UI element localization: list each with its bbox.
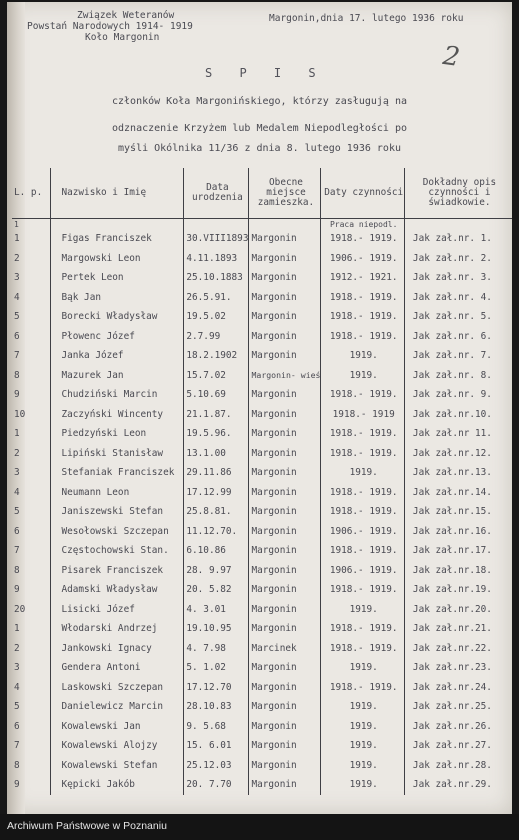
table-row <box>12 424 512 444</box>
document-page <box>7 2 512 814</box>
col-header-lp: L. p. <box>14 187 43 198</box>
member-name: Kowalewski Stefan <box>51 756 184 776</box>
archive-footer <box>0 814 519 840</box>
row-number: 5 <box>14 506 20 518</box>
table-row <box>12 405 512 425</box>
row-number: 4 <box>14 486 20 498</box>
birth-date: 9. 5.68 <box>184 717 249 737</box>
birth-date: 17.12.70 <box>184 678 249 698</box>
table-row <box>12 600 512 620</box>
activity-dates: 1918.- 1919. <box>321 483 404 503</box>
member-name: Gendera Antoni <box>51 658 184 678</box>
birth-date: 11.12.70. <box>184 522 249 542</box>
row-number: 1 <box>14 428 20 440</box>
member-name: Janiszewski Stefan <box>51 502 184 522</box>
archive-name: Archiwum Państwowe w Poznaniu <box>7 820 167 832</box>
activity-dates: 1918.- 1919. <box>321 502 404 522</box>
member-name: Wesołowski Szczepan <box>51 522 184 542</box>
residence: Margonin <box>249 619 321 639</box>
residence: Margonin <box>249 385 321 405</box>
col-header-dates: Daty czynności <box>321 168 404 219</box>
activity-dates: 1919. <box>321 600 404 620</box>
table-row <box>12 775 512 795</box>
col-header-proof: Dokładny opis czynności i świadkowie. <box>404 168 512 219</box>
row-number: 9 <box>14 584 20 596</box>
birth-date: 20. 7.70 <box>184 775 249 795</box>
proof-reference: Jak zał.nr. 2. <box>404 249 512 269</box>
residence: Margonin <box>249 775 321 795</box>
table-row <box>12 697 512 717</box>
praca-label: Praca niepodl. <box>321 219 404 230</box>
activity-dates: 1918.- 1919. <box>321 541 404 561</box>
birth-date: 5.10.69 <box>184 385 249 405</box>
activity-dates: 1919. <box>321 463 404 483</box>
activity-dates: 1918.- 1919. <box>321 639 404 659</box>
table-row <box>12 639 512 659</box>
table-row <box>12 502 512 522</box>
birth-date: 19.10.95 <box>184 619 249 639</box>
activity-dates: 1906.- 1919. <box>321 522 404 542</box>
member-name: Adamski Władysław <box>51 580 184 600</box>
activity-dates: 1918.- 1919. <box>321 424 404 444</box>
birth-date: 25.10.1883 <box>184 268 249 288</box>
pre-number: 1 <box>14 219 19 229</box>
member-name: Pertek Leon <box>51 268 184 288</box>
row-number: 2 <box>14 642 20 654</box>
activity-dates: 1919. <box>321 756 404 776</box>
activity-dates: 1919. <box>321 736 404 756</box>
row-number: 6 <box>14 525 20 537</box>
table-row <box>12 327 512 347</box>
residence: Margonin <box>249 756 321 776</box>
proof-reference: Jak zał.nr.27. <box>404 736 512 756</box>
row-number: 5 <box>14 311 20 323</box>
row-number: 8 <box>14 564 20 576</box>
residence: Margonin <box>249 541 321 561</box>
residence: Margonin <box>249 600 321 620</box>
member-name: Płowenc Józef <box>51 327 184 347</box>
birth-date: 21.1.87. <box>184 405 249 425</box>
member-name: Zaczyński Wincenty <box>51 405 184 425</box>
birth-date: 19.5.02 <box>184 307 249 327</box>
proof-reference: Jak zał.nr.21. <box>404 619 512 639</box>
row-number: 20 <box>14 603 26 615</box>
birth-date: 13.1.00 <box>184 444 249 464</box>
residence: Margonin <box>249 483 321 503</box>
proof-reference: Jak zał.nr.29. <box>404 775 512 795</box>
residence: Margonin <box>249 463 321 483</box>
row-number: 6 <box>14 720 20 732</box>
residence: Margonin <box>249 268 321 288</box>
birth-date: 25.12.03 <box>184 756 249 776</box>
birth-date: 25.8.81. <box>184 502 249 522</box>
residence: Margonin <box>249 405 321 425</box>
residence: Margonin <box>249 229 321 249</box>
row-number: 4 <box>14 291 20 303</box>
proof-reference: Jak zał.nr.28. <box>404 756 512 776</box>
proof-reference: Jak zał.nr.19. <box>404 580 512 600</box>
activity-dates: 1919. <box>321 366 404 386</box>
activity-dates: 1919. <box>321 775 404 795</box>
row-number: 7 <box>14 350 20 362</box>
row-number: 6 <box>14 330 20 342</box>
activity-dates: 1918.- 1919. <box>321 385 404 405</box>
activity-dates: 1918.- 1919 <box>321 405 404 425</box>
activity-dates: 1919. <box>321 346 404 366</box>
table-row <box>12 541 512 561</box>
table-row <box>12 736 512 756</box>
row-number: 1 <box>14 623 20 635</box>
row-number: 8 <box>14 369 20 381</box>
proof-reference: Jak zał.nr. 7. <box>404 346 512 366</box>
member-name: Neumann Leon <box>51 483 184 503</box>
birth-date: 28. 9.97 <box>184 561 249 581</box>
member-name: Figas Franciszek <box>51 229 184 249</box>
member-name: Kowalewski Alojzy <box>51 736 184 756</box>
activity-dates: 1906.- 1919. <box>321 249 404 269</box>
activity-dates: 1919. <box>321 658 404 678</box>
row-number: 1 <box>14 233 20 245</box>
members-table <box>12 168 512 795</box>
proof-reference: Jak zał.nr. 3. <box>404 268 512 288</box>
proof-reference: Jak zał.nr.17. <box>404 541 512 561</box>
organization-header <box>27 10 193 43</box>
proof-reference: Jak zał.nr. 5. <box>404 307 512 327</box>
pre-row <box>12 219 512 230</box>
org-line-1: Związek Weteranów <box>77 10 175 21</box>
activity-dates: 1918.- 1919. <box>321 229 404 249</box>
proof-reference: Jak zał.nr.26. <box>404 717 512 737</box>
member-name: Borecki Władysław <box>51 307 184 327</box>
proof-reference: Jak zał.nr.24. <box>404 678 512 698</box>
org-line-3: Koło Margonin <box>85 32 160 43</box>
proof-reference: Jak zał.nr.25. <box>404 697 512 717</box>
row-number: 3 <box>14 467 20 479</box>
proof-reference: Jak zał.nr.20. <box>404 600 512 620</box>
proof-reference: Jak zał.nr.22. <box>404 639 512 659</box>
table-row <box>12 229 512 249</box>
activity-dates: 1918.- 1919. <box>321 327 404 347</box>
proof-reference: Jak zał.nr. 8. <box>404 366 512 386</box>
table-row <box>12 307 512 327</box>
row-number: 2 <box>14 447 20 459</box>
activity-dates: 1906.- 1919. <box>321 561 404 581</box>
row-number: 2 <box>14 252 20 264</box>
member-name: Pisarek Franciszek <box>51 561 184 581</box>
member-name: Lisicki Józef <box>51 600 184 620</box>
table-row <box>12 366 512 386</box>
member-name: Kowalewski Jan <box>51 717 184 737</box>
document-title: S P I S <box>205 66 326 80</box>
table-row <box>12 756 512 776</box>
table-row <box>12 561 512 581</box>
row-number: 3 <box>14 272 20 284</box>
table-row <box>12 619 512 639</box>
proof-reference: Jak zał.nr. 6. <box>404 327 512 347</box>
birth-date: 4. 3.01 <box>184 600 249 620</box>
birth-date: 30.VIII1893 <box>184 229 249 249</box>
activity-dates: 1918.- 1919. <box>321 444 404 464</box>
activity-dates: 1912.- 1921. <box>321 268 404 288</box>
handwritten-page-number: 2 <box>440 40 462 74</box>
birth-date: 28.10.83 <box>184 697 249 717</box>
residence: Margonin <box>249 717 321 737</box>
birth-date: 2.7.99 <box>184 327 249 347</box>
birth-date: 17.12.99 <box>184 483 249 503</box>
proof-reference: Jak zał.nr 11. <box>404 424 512 444</box>
birth-date: 4. 7.98 <box>184 639 249 659</box>
proof-reference: Jak zał.nr.23. <box>404 658 512 678</box>
member-name: Stefaniak Franciszek <box>51 463 184 483</box>
table-row <box>12 580 512 600</box>
member-name: Bąk Jan <box>51 288 184 308</box>
table-row <box>12 717 512 737</box>
proof-reference: Jak zał.nr.13. <box>404 463 512 483</box>
residence: Marcinek <box>249 639 321 659</box>
table-row <box>12 444 512 464</box>
col-header-place: Obecne miejsce zamieszka. <box>249 168 321 219</box>
table-row <box>12 463 512 483</box>
member-name: Kępicki Jakób <box>51 775 184 795</box>
row-number: 5 <box>14 701 20 713</box>
row-number: 8 <box>14 759 20 771</box>
table-row <box>12 483 512 503</box>
activity-dates: 1918.- 1919. <box>321 619 404 639</box>
proof-reference: Jak zał.nr.12. <box>404 444 512 464</box>
row-number: 7 <box>14 545 20 557</box>
residence: Margonin- wieś <box>249 366 321 386</box>
residence: Margonin <box>249 424 321 444</box>
member-name: Janka Józef <box>51 346 184 366</box>
table-header-row <box>12 168 512 219</box>
proof-reference: Jak zał.nr.16. <box>404 522 512 542</box>
proof-reference: Jak zał.nr. 9. <box>404 385 512 405</box>
birth-date: 15.7.02 <box>184 366 249 386</box>
table-row <box>12 268 512 288</box>
member-name: Piedzyński Leon <box>51 424 184 444</box>
table-row <box>12 658 512 678</box>
residence: Margonin <box>249 522 321 542</box>
table-row <box>12 385 512 405</box>
activity-dates: 1918.- 1919. <box>321 288 404 308</box>
table-row <box>12 249 512 269</box>
subtitle-line-1: członków Koła Margonińskiego, którzy zasługują na <box>111 96 407 107</box>
proof-reference: Jak zał.nr.18. <box>404 561 512 581</box>
residence: Margonin <box>249 561 321 581</box>
proof-reference: Jak zał.nr.15. <box>404 502 512 522</box>
activity-dates: 1918.- 1919. <box>321 307 404 327</box>
row-number: 9 <box>14 779 20 791</box>
member-name: Częstochowski Stan. <box>51 541 184 561</box>
birth-date: 29.11.86 <box>184 463 249 483</box>
table-row <box>12 678 512 698</box>
residence: Margonin <box>249 697 321 717</box>
row-number: 4 <box>14 681 20 693</box>
residence: Margonin <box>249 346 321 366</box>
table-row <box>12 346 512 366</box>
residence: Margonin <box>249 736 321 756</box>
table-row <box>12 522 512 542</box>
residence: Margonin <box>249 327 321 347</box>
member-name: Margowski Leon <box>51 249 184 269</box>
activity-dates: 1919. <box>321 697 404 717</box>
birth-date: 4.11.1893 <box>184 249 249 269</box>
row-number: 10 <box>14 408 26 420</box>
residence: Margonin <box>249 307 321 327</box>
proof-reference: Jak zał.nr.10. <box>404 405 512 425</box>
row-number: 9 <box>14 389 20 401</box>
row-number: 7 <box>14 740 20 752</box>
activity-dates: 1919. <box>321 717 404 737</box>
proof-reference: Jak zał.nr. 4. <box>404 288 512 308</box>
row-number: 3 <box>14 662 20 674</box>
birth-date: 26.5.91. <box>184 288 249 308</box>
birth-date: 6.10.86 <box>184 541 249 561</box>
proof-reference: Jak zał.nr. 1. <box>404 229 512 249</box>
col-header-birth: Data urodzenia <box>184 168 249 219</box>
org-line-2: Powstań Narodowych 1914- 1919 <box>27 21 193 32</box>
residence: Margonin <box>249 678 321 698</box>
birth-date: 20. 5.82 <box>184 580 249 600</box>
birth-date: 19.5.96. <box>184 424 249 444</box>
residence: Margonin <box>249 658 321 678</box>
member-name: Danielewicz Marcin <box>51 697 184 717</box>
member-name: Lipiński Stanisław <box>51 444 184 464</box>
residence: Margonin <box>249 502 321 522</box>
birth-date: 18.2.1902 <box>184 346 249 366</box>
member-name: Jankowski Ignacy <box>51 639 184 659</box>
residence: Margonin <box>249 444 321 464</box>
residence: Margonin <box>249 249 321 269</box>
residence: Margonin <box>249 580 321 600</box>
member-name: Mazurek Jan <box>51 366 184 386</box>
residence: Margonin <box>249 288 321 308</box>
member-name: Włodarski Andrzej <box>51 619 184 639</box>
activity-dates: 1918.- 1919. <box>321 580 404 600</box>
member-name: Chudziński Marcin <box>51 385 184 405</box>
birth-date: 15. 6.01 <box>184 736 249 756</box>
activity-dates: 1918.- 1919. <box>321 678 404 698</box>
subtitle-line-2: odznaczenie Krzyżem lub Medalem Niepodległości po <box>111 123 407 134</box>
proof-reference: Jak zał.nr.14. <box>404 483 512 503</box>
birth-date: 5. 1.02 <box>184 658 249 678</box>
col-header-name: Nazwisko i Imię <box>51 168 184 219</box>
subtitle-line-3: myśli Okólnika 11/36 z dnia 8. lutego 1936 roku <box>118 143 401 154</box>
place-date: Margonin,dnia 17. lutego 1936 roku <box>269 13 464 24</box>
table-row <box>12 288 512 308</box>
member-name: Laskowski Szczepan <box>51 678 184 698</box>
